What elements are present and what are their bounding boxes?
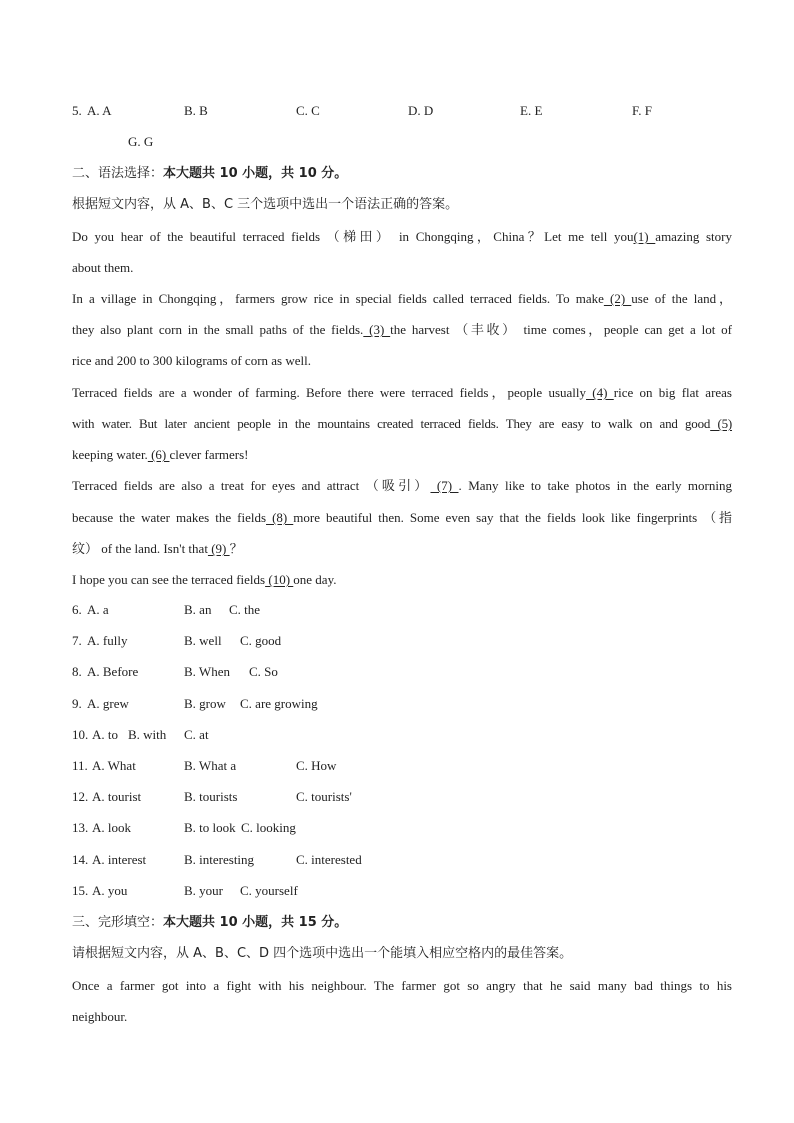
option-b[interactable]: B. B [184,103,208,118]
option-c[interactable]: C. How [296,758,337,773]
option-a[interactable]: A. grew [87,696,129,711]
blank-4: (4) [586,385,614,400]
passage-line: keeping water. (6) clever farmers! [72,447,249,462]
option-c[interactable]: C. C [296,103,320,118]
question-number: 8. [72,664,82,679]
passage-line: Once a farmer got into a fight with his neighbour. The farmer got so angry that he said many bad things to his [72,978,732,993]
option-b[interactable]: B. well [184,633,222,648]
option-c[interactable]: C. tourists' [296,789,352,804]
section-2-heading [72,165,732,183]
passage-line: I hope you can see the terraced fields (10) one day. [72,572,337,587]
question-number: 12. [72,789,89,804]
blank-7: (7) [430,478,459,493]
passage-line: Terraced fields are a wonder of farming. Before there were terraced fields，people usually (4) rice on big flat areas [72,385,732,400]
section-2-score: 本大题共 10 小题，共 10 分。 [163,166,348,181]
blank-8: (8) [266,510,294,525]
option-c[interactable]: C. yourself [240,883,298,898]
passage-line: In a village in Chongqing，farmers grow rice in special fields called terraced fields. To make (2) use of the land， [72,291,732,306]
blank-3: (3) [363,322,391,337]
option-b[interactable]: B. an [184,602,212,617]
option-a[interactable]: A. A [87,103,112,118]
section-2-title: 二、语法选择： [72,166,164,181]
question-number: 9. [72,696,82,711]
option-a[interactable]: A. you [92,883,128,898]
question-number: 6. [72,602,82,617]
option-b[interactable]: B. your [184,883,223,898]
passage-line: 纹） of the land. Isn't that (9) ？ [72,541,243,556]
option-b[interactable]: B. with [128,727,167,742]
option-a[interactable]: A. look [92,820,131,835]
option-g[interactable]: G. G [128,134,154,149]
question-number: 11. [72,758,88,773]
blank-6: (6) [147,447,170,462]
passage-line: about them. [72,260,134,275]
option-d[interactable]: D. D [408,103,434,118]
section-3-title: 三、完形填空： [72,915,164,930]
option-a[interactable]: A. fully [87,633,128,648]
option-b[interactable]: B. to look [184,820,236,835]
question-number: 7. [72,633,82,648]
blank-2: (2) [603,291,632,306]
option-b[interactable]: B. What a [184,758,237,773]
blank-9: (9) [207,541,230,556]
option-a[interactable]: A. interest [92,852,147,867]
question-number: 13. [72,820,89,835]
passage-line: with water. But later ancient people in the mountains created terraced fields. They are easy to walk on and good (5) [72,416,733,431]
option-b[interactable]: B. interesting [184,852,255,867]
question-number: 10. [72,727,89,742]
option-f[interactable]: F. F [632,103,652,118]
passage-line: Terraced fields are also a treat for eyes and attract （吸引） (7) . Many like to take photos in the early morning [72,478,732,493]
option-b[interactable]: B. tourists [184,789,238,804]
option-c[interactable]: C. So [249,664,278,679]
passage-line: neighbour. [72,1009,128,1024]
option-a[interactable]: A. tourist [92,789,142,804]
question-number: 5. [72,103,82,118]
option-a[interactable]: A. to [92,727,118,742]
question-number: 14. [72,852,89,867]
option-c[interactable]: C. good [240,633,282,648]
option-c[interactable]: C. at [184,727,209,742]
option-c[interactable]: C. interested [296,852,362,867]
option-c[interactable]: C. the [229,602,261,617]
option-c[interactable]: C. looking [241,820,296,835]
section-3-heading [72,914,732,932]
option-a[interactable]: A. What [92,758,136,773]
option-a[interactable]: A. Before [87,664,139,679]
option-c[interactable]: C. are growing [240,696,318,711]
passage-line: because the water makes the fields (8) more beautiful then. Some even say that the fields look like fingerprints （指 [72,510,732,525]
option-b[interactable]: B. grow [184,696,226,711]
passage-line: they also plant corn in the small paths of the fields. (3) the harvest （丰收） time comes，people can get a lot of [72,322,732,337]
blank-10: (10) [265,572,294,587]
blank-5: (5) [710,416,733,431]
option-b[interactable]: B. When [184,664,230,679]
section-3-score: 本大题共 10 小题，共 15 分。 [163,915,348,930]
passage-line: rice and 200 to 300 kilograms of corn as well. [72,353,311,368]
section-2-instruction: 根据短文内容，从 A、B、C 三个选项中选出一个语法正确的答案。 [72,197,459,212]
section-3-instruction: 请根据短文内容，从 A、B、C、D 四个选项中选出一个能填入相应空格内的最佳答案。 [72,946,573,961]
option-a[interactable]: A. a [87,602,109,617]
passage-line: Do you hear of the beautiful terraced fields （梯田） in Chongqing，China？Let me tell you(1) amazing story [72,229,732,244]
blank-1: (1) [633,229,656,244]
option-e[interactable]: E. E [520,103,543,118]
question-number: 15. [72,883,89,898]
